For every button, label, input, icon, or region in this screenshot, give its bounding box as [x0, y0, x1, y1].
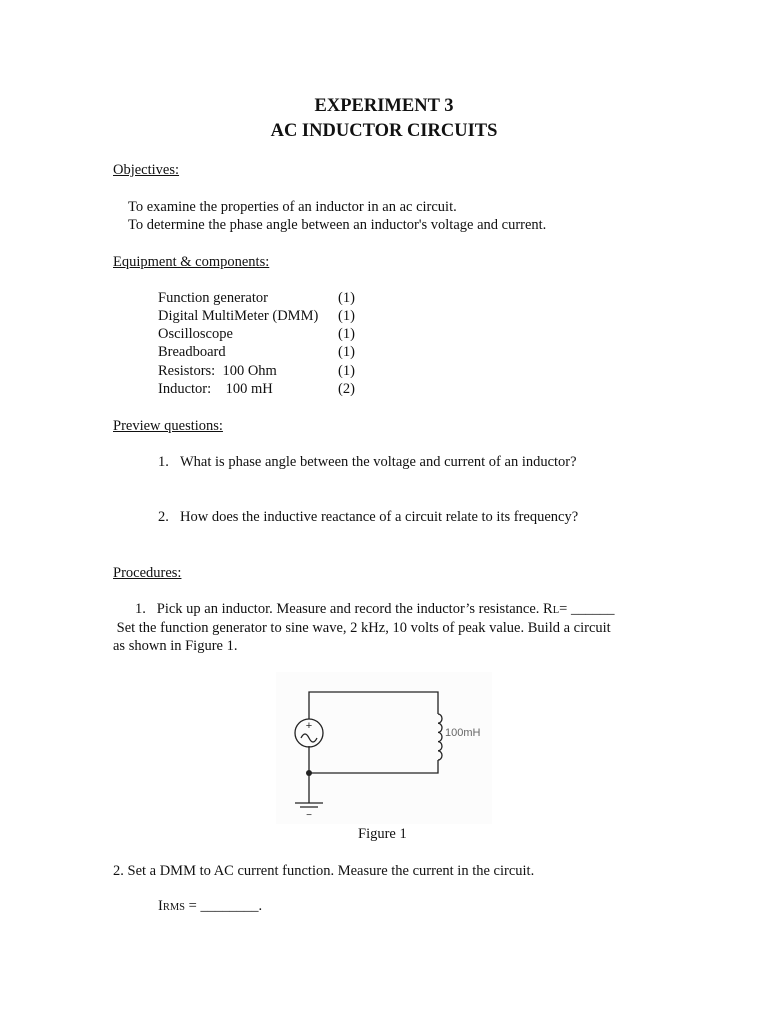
ground-minus-sign: −: [306, 810, 312, 821]
bottom-wire: [309, 760, 438, 773]
current-measurement: [158, 897, 262, 917]
equipment-name: Inductor: 100 mH: [158, 381, 273, 397]
step-text-line: Set the function generator to sine wave, 2 kHz, 10 volts of peak value. Build a circuit: [113, 620, 611, 636]
circuit-diagram: [276, 672, 492, 824]
step-number: 1.: [135, 601, 146, 617]
current-symbol: I: [158, 898, 163, 914]
top-wire: [309, 692, 438, 719]
question-number: 1.: [158, 454, 169, 470]
equipment-heading: Equipment & components:: [113, 254, 270, 270]
procedure-step-2: 2. Set a DMM to AC current function. Measure the current in the circuit.: [113, 863, 535, 879]
inductor-label: 100mH: [445, 727, 481, 739]
figure-caption: Figure 1: [358, 826, 407, 842]
objective-item: To determine the phase angle between an inductor's voltage and current.: [128, 217, 547, 233]
equipment-qty: (1): [338, 290, 355, 306]
source-plus-sign: +: [305, 720, 313, 732]
procedure-step-1: [135, 600, 614, 620]
question-number: 2.: [158, 509, 169, 525]
page-title: EXPERIMENT 3: [314, 96, 454, 116]
page-subtitle: AC INDUCTOR CIRCUITS: [270, 121, 498, 141]
equipment-qty: (2): [338, 381, 355, 397]
junction-dot: [306, 770, 312, 776]
sine-wave-icon: [301, 734, 317, 742]
objectives-heading: Objectives:: [113, 162, 180, 178]
equipment-name: Digital MultiMeter (DMM): [158, 308, 319, 324]
resistance-blank: = ______: [559, 601, 615, 617]
question-text: What is phase angle between the voltage and current of an inductor?: [180, 454, 577, 470]
circuit-figure: [276, 672, 492, 824]
equipment-name: Breadboard: [158, 344, 226, 360]
equipment-name: Resistors: 100 Ohm: [158, 363, 277, 379]
step-text-line: as shown in Figure 1.: [113, 638, 238, 654]
equipment-name: Function generator: [158, 290, 268, 306]
step-text: Pick up an inductor. Measure and record the inductor’s resistance. R: [156, 601, 553, 617]
equipment-qty: (1): [338, 344, 355, 360]
equipment-name: Oscilloscope: [158, 326, 233, 342]
equipment-qty: (1): [338, 326, 355, 342]
equipment-qty: (1): [338, 308, 355, 324]
current-blank: = ________.: [185, 898, 263, 914]
procedures-heading: Procedures:: [113, 565, 182, 581]
inductor-coil-icon: [438, 714, 442, 760]
objective-item: To examine the properties of an inductor in an ac circuit.: [128, 199, 457, 215]
preview-heading: Preview questions:: [113, 418, 223, 434]
resistance-subscript: L: [552, 605, 560, 616]
equipment-qty: (1): [338, 363, 355, 379]
current-subscript: RMS: [162, 902, 186, 913]
question-text: How does the inductive reactance of a circuit relate to its frequency?: [180, 509, 579, 525]
